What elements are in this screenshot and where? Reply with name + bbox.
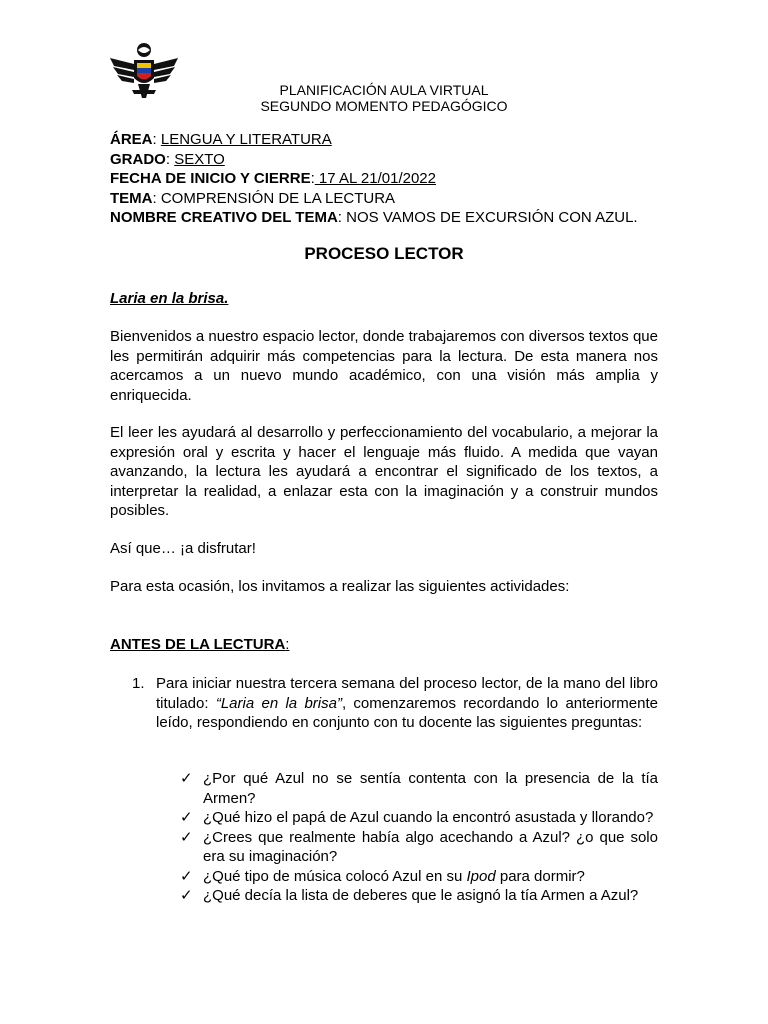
check-icon: ✓ [180, 809, 193, 826]
list-number: 1. [132, 675, 145, 692]
activity-step-1: Para iniciar nuestra tercera semana del proceso lector, de la mano del libro titulado: “Laria en la brisa”, comenzaremos recordando lo anteriormente leído, respondiendo en conjunto con tu docente las siguientes preguntas: [156, 675, 658, 731]
meta-nombre-creativo: NOMBRE CREATIVO DEL TEMA: NOS VAMOS DE EXCURSIÓN CON AZUL. [110, 209, 638, 226]
list-item: ✓ ¿Qué hizo el papá de Azul cuando la encontró asustada y llorando? [180, 809, 654, 826]
list-item: ✓ ¿Qué decía la lista de deberes que le asignó la tía Armen a Azul? [180, 887, 639, 904]
check-icon: ✓ [180, 770, 193, 787]
check-icon: ✓ [180, 887, 193, 904]
list-item: ✓ ¿Crees que realmente había algo acechando a Azul? ¿o que solo era su imaginación? [180, 828, 658, 865]
meta-grado: GRADO: SEXTO [110, 150, 225, 168]
list-item: ✓ ¿Qué tipo de música colocó Azul en su Ipod para dormir? [180, 867, 585, 885]
page-title: PROCESO LECTOR [304, 244, 464, 263]
document-metadata [110, 130, 670, 228]
meta-tema: TEMA: COMPRENSIÓN DE LA LECTURA [110, 189, 396, 207]
intro-paragraph-4: Para esta ocasión, los invitamos a realizar las siguientes actividades: [110, 578, 570, 595]
activity-list [132, 674, 658, 733]
header-line-2: SEGUNDO MOMENTO PEDAGÓGICO [260, 97, 508, 114]
intro-paragraph-3: Así que… ¡a disfrutar! [110, 540, 256, 557]
meta-fecha: FECHA DE INICIO Y CIERRE: 17 AL 21/01/2022 [110, 170, 436, 187]
intro-paragraph-2: El leer les ayudará al desarrollo y perfeccionamiento del vocabulario, a mejorar la expresión oral y escrita y hacer el lenguaje más fluido. A medida que vayan avanzando, la lectura les ayudará a encontrar el significado de los textos, a interpretar la realidad, a enlazar esta con la imaginación y a construir mundos posibles. [110, 424, 658, 519]
list-item: ✓ ¿Por qué Azul no se sentía contenta con la presencia de la tía Armen? [180, 770, 658, 807]
check-icon: ✓ [180, 867, 193, 885]
section-title: ANTES DE LA LECTURA: [110, 636, 290, 653]
header-line-1: PLANIFICACIÓN AULA VIRTUAL [279, 82, 489, 98]
document-header [0, 83, 768, 114]
intro-paragraph-1: Bienvenidos a nuestro espacio lector, donde trabajaremos con diversos textos que les permitirán adquirir más competencias para la lectura. De esta manera nos acercamos a un nuevo mundo académico, con una visión más amplia y enriquecida. [110, 328, 658, 404]
meta-area: ÁREA: LENGUA Y LITERATURA [110, 131, 332, 148]
question-list [180, 769, 658, 906]
reading-subtitle: Laria en la brisa. [110, 290, 229, 307]
check-icon: ✓ [180, 828, 193, 846]
